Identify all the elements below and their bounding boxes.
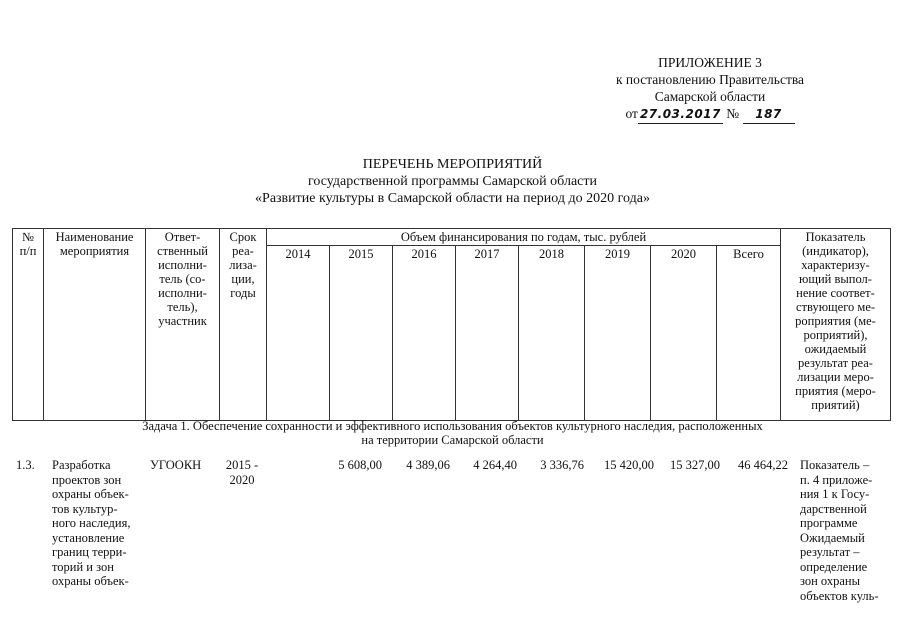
col-header-num: № п/п [13,229,44,421]
title-line-2: государственной программы Самарской области [308,174,597,189]
year-2017: 2017 [456,246,519,421]
measures-table-header [12,228,891,421]
year-2019: 2019 [585,246,651,421]
appendix-header [560,54,860,124]
col-header-term: Срок реа- лиза- ции, годы [220,229,267,421]
task-line-1: Задача 1. Обеспечение сохранности и эффективного использования объектов культурного наследия, расположенных [142,419,763,433]
resolution-line: к постановлению Правительства [615,72,805,87]
title-line-1: ПЕРЕЧЕНЬ МЕРОПРИЯТИЙ [362,157,543,172]
year-2020: 2020 [651,246,717,421]
row-value-2017: 4 264,40 [473,458,517,472]
appendix-title: ПРИЛОЖЕНИЕ 3 [658,55,762,70]
row-responsible: УГООКН [150,458,202,472]
row-measure-name: Разработка проектов зон охраны объек- тов культур- ного наследия, установление границ терри- торий и зон охраны объек- [52,458,131,588]
row-value-2019: 15 420,00 [604,458,654,472]
row-term: 2015 - 2020 [225,458,259,487]
col-header-funding: Объем финансирования по годам, тыс. рублей [267,229,781,246]
region-line: Самарской области [654,89,766,104]
col-header-indicator: Показатель (индикатор), характеризу- ющий выпол- нение соответ- ствующего ме- роприятия (ме- роприятий), ожидаемый результат реа- лизации меро- приятия (меро- приятий) [781,229,891,421]
handwritten-number: 187 [743,106,795,124]
row-value-2018: 3 336,76 [540,458,584,472]
handwritten-date: 27.03.2017 [638,106,723,124]
date-number-line [560,105,860,124]
row-value-2016: 4 389,06 [406,458,450,472]
title-line-3: «Развитие культуры в Самарской области на период до 2020 года» [255,191,650,206]
row-indicator: Показатель – п. 4 приложе- ния 1 к Госу- дарственной программе Ожидаемый результат – определение зон охраны объектов куль- [800,458,879,603]
year-2014: 2014 [267,246,330,421]
year-total: Всего [717,246,781,421]
col-header-responsible: Ответ- ственный исполни- тель (со- исполни- тель), участник [146,229,220,421]
year-2018: 2018 [519,246,585,421]
document-title [0,156,905,207]
task-line-2: на территории Самарской области [361,433,544,447]
year-2016: 2016 [393,246,456,421]
col-header-name: Наименование мероприятия [44,229,146,421]
row-value-2020: 15 327,00 [670,458,720,472]
number-prefix: № [726,106,740,121]
year-2015: 2015 [330,246,393,421]
row-number: 1.3. [16,458,35,472]
row-value-total: 46 464,22 [738,458,788,472]
date-prefix: от [625,106,638,121]
task-heading [0,419,905,447]
row-value-2015: 5 608,00 [338,458,382,472]
